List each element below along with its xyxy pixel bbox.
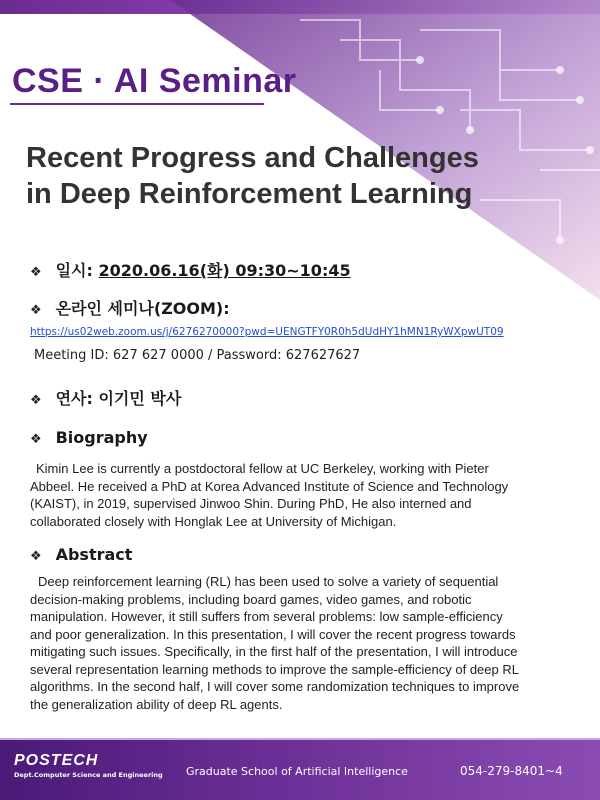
online-seminar-row: [30, 296, 230, 319]
talk-title-line-2: in Deep Reinforcement Learning: [26, 178, 473, 210]
biography-line: Abbeel. He received a PhD at Korea Advanced Institute of Science and Technology: [30, 478, 509, 494]
seminar-series-title: CSE · AI Seminar: [12, 62, 297, 100]
talk-title: [26, 140, 479, 212]
speaker-row: [30, 386, 181, 409]
abstract-text: [30, 573, 574, 713]
online-seminar-label: 온라인 세미나(ZOOM):: [55, 299, 230, 318]
biography-line: (KAIST), in 2019, supervised Jinwoo Shin. During PhD, He also interned and: [30, 496, 472, 511]
abstract-line: decision-making problems, including board games, video games, and robotic: [30, 591, 472, 607]
abstract-line: manipulation. However, it still suffers from several problems: low sample-efficiency: [30, 609, 503, 624]
speaker-label: 연사: 이기민 박사: [55, 389, 182, 408]
diamond-bullet-icon: ❖: [30, 432, 42, 447]
abstract-heading: Abstract: [55, 545, 133, 564]
abstract-line: Deep reinforcement learning (RL) has been used to solve a variety of sequential: [38, 574, 499, 589]
abstract-line: algorithms. In the second half, I will cover some randomization techniques to improve: [30, 679, 520, 694]
biography-line: Kimin Lee is currently a postdoctoral fellow at UC Berkeley, working with Pieter: [36, 461, 489, 476]
contact-phone: 054-279-8401~4: [460, 764, 563, 778]
talk-title-line-1: Recent Progress and Challenges: [26, 142, 479, 174]
diamond-bullet-icon: ❖: [30, 393, 42, 408]
graduate-school-name: Graduate School of Artificial Intelligence: [186, 765, 408, 778]
diamond-bullet-icon: ❖: [30, 303, 42, 318]
date-value: 2020.06.16(화) 09:30~10:45: [98, 261, 351, 280]
biography-heading-row: [30, 428, 148, 447]
abstract-line: several representation learning methods to improve the sample-efficiency of deep RL: [30, 661, 519, 677]
date-label: 일시:: [55, 261, 93, 280]
abstract-line: the generalization ability of deep RL agents.: [30, 696, 283, 712]
meeting-credentials: Meeting ID: 627 627 0000 / Password: 627627627: [34, 348, 361, 363]
abstract-line: mitigating such issues. Specifically, in the first half of the presentation, I will introduce: [30, 644, 518, 659]
abstract-heading-row: [30, 545, 132, 564]
diamond-bullet-icon: ❖: [30, 265, 42, 280]
diamond-bullet-icon: ❖: [30, 549, 42, 564]
postech-logo: POSTECH: [14, 752, 99, 769]
biography-text: [30, 460, 574, 530]
biography-line: collaborated closely with Honglak Lee at University of Michigan.: [30, 513, 397, 529]
department-name: Dept.Computer Science and Engineering: [14, 771, 163, 779]
zoom-link[interactable]: https://us02web.zoom.us/j/6276270000?pwd=UENGTFY0R0h5dUdHY1hMN1RyWXpwUT09: [30, 326, 504, 338]
biography-heading: Biography: [55, 428, 148, 447]
abstract-line: and poor generalization. In this presentation, I will cover the recent progress towards: [30, 626, 516, 642]
series-title-underline: [10, 103, 264, 105]
date-row: [30, 258, 351, 281]
